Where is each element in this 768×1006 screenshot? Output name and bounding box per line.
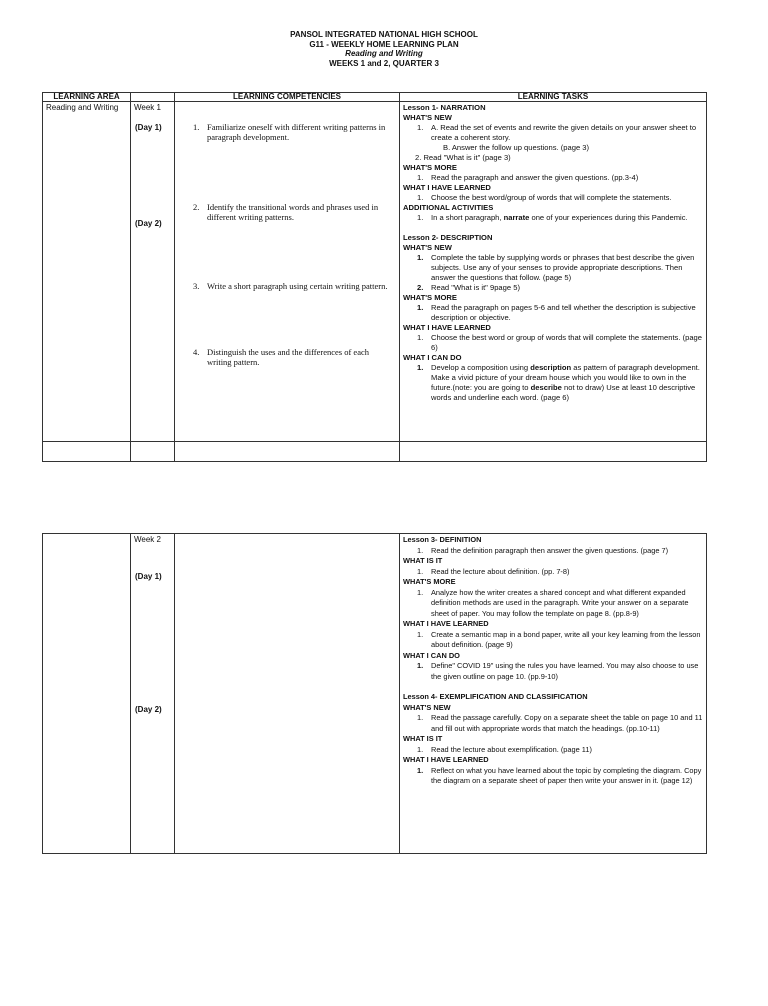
section-heading: WHAT IS IT xyxy=(403,734,443,743)
section-heading: WHAT I HAVE LEARNED xyxy=(403,755,489,764)
week-label: Week 1 xyxy=(134,103,161,112)
section-heading: WHAT'S MORE xyxy=(403,293,457,302)
section-heading: WHAT IS IT xyxy=(403,556,443,565)
section-heading: WHAT'S NEW xyxy=(403,113,452,122)
section-heading: WHAT I HAVE LEARNED xyxy=(403,323,491,332)
section-heading: WHAT'S NEW xyxy=(403,243,452,252)
lesson3-title: Lesson 3- DEFINITION xyxy=(403,535,482,544)
competency-item: 4. Distinguish the uses and the differences of each writing pattern. xyxy=(193,347,370,367)
section-heading: WHAT'S MORE xyxy=(403,163,457,172)
task-subitem: B. Answer the follow up questions. (page 3) xyxy=(443,143,590,152)
task-item: 1. Read the paragraph and answer the given questions. (pp.3-4) xyxy=(417,173,639,182)
day2-label: (Day 2) xyxy=(135,705,162,714)
school-name: PANSOL INTEGRATED NATIONAL HIGH SCHOOL xyxy=(290,30,478,39)
day1-label: (Day 1) xyxy=(135,123,162,132)
week-cell xyxy=(131,102,175,442)
task-item: 1. A. Read the set of events and rewrite the given details on your answer sheet to create a coherent story. xyxy=(417,123,697,142)
section-heading: WHAT I CAN DO xyxy=(403,650,460,660)
document-header xyxy=(0,30,768,68)
table-header-row xyxy=(43,93,707,102)
task-item: 1. Choose the best word or group of words that will complete the statements. (page 6) xyxy=(417,333,702,352)
weeks-title: WEEKS 1 and 2, QUARTER 3 xyxy=(329,58,439,68)
day2-label: (Day 2) xyxy=(135,219,162,228)
task-item: 1. Complete the table by supplying words or phrases that best describe the given subjects. Use any of your senses to provide appropriate descriptions. Then answer the questions that follow. (page 5) xyxy=(417,253,695,282)
table-row-empty xyxy=(43,442,707,462)
competency-item: 2. Identify the transitional words and phrases used in different writing patterns. xyxy=(193,202,379,222)
competency-item: 3. Write a short paragraph using certain writing pattern. xyxy=(193,281,388,291)
tasks-cell xyxy=(400,102,707,442)
task-item: 2. Read "What is it" 9page 5) xyxy=(417,283,520,292)
task-item: 1. Define" COVID 19" using the rules you have learned. You may also choose to use the given outline on page 10. (pp.9-10) xyxy=(417,661,699,681)
header-learning-competencies: LEARNING COMPETENCIES xyxy=(175,93,400,102)
learning-area-cell xyxy=(43,534,131,854)
section-heading: WHAT I HAVE LEARNED xyxy=(403,183,491,192)
section-heading: WHAT I HAVE LEARNED xyxy=(403,619,489,628)
day1-label: (Day 1) xyxy=(135,572,162,581)
week-cell xyxy=(131,534,175,854)
competencies-cell xyxy=(175,102,400,442)
table-row xyxy=(43,102,707,442)
lesson4-title: Lesson 4- EXEMPLIFICATION AND CLASSIFICATION xyxy=(403,692,588,701)
subject-title: Reading and Writing xyxy=(345,49,423,58)
task-item: 1. Reflect on what you have learned about the topic by completing the diagram. Copy the diagram on a separate sheet of paper then write your answer in it. (page 12) xyxy=(417,765,702,785)
week-label: Week 2 xyxy=(134,535,161,544)
task-item: 1. Read the passage carefully. Copy on a separate sheet the table on page 10 and 11 and fill out with appropriate words that match the headings. (pp.10-11) xyxy=(417,713,703,733)
table-row xyxy=(43,534,707,854)
task-item: 1. Read the paragraph on pages 5-6 and tell whether the description is subjective description or objective. xyxy=(417,303,696,322)
task-item: 2. Read "What is it" (page 3) xyxy=(415,153,511,162)
competency-item: 1. Familiarize oneself with different writing patterns in paragraph development. xyxy=(193,122,386,142)
lesson1-title: Lesson 1- NARRATION xyxy=(403,103,486,112)
task-item: 1. In a short paragraph, narrate one of your experiences during this Pandemic. xyxy=(417,213,688,222)
task-item: 1. Analyze how the writer creates a shared concept and what different expanded definition methods are used in the paragraph. Write your answer on a separate sheet of paper. You may follow the template on page 8. (pp.8-9) xyxy=(417,587,689,618)
tasks-cell xyxy=(400,534,707,854)
section-heading: WHAT I CAN DO xyxy=(403,353,462,362)
lesson2-title: Lesson 2- DESCRIPTION xyxy=(403,233,493,242)
section-heading: WHAT'S MORE xyxy=(403,577,456,586)
section-heading: ADDITIONAL ACTIVITIES xyxy=(403,203,494,212)
task-item: 1. Develop a composition using description as pattern of paragraph development. Make a vivid picture of your dream house which you would like to own in the future.(note: you are going to describe not to draw) Use at least 10 descriptive words and underline each word. (page 6) xyxy=(417,363,700,402)
task-item: 1. Choose the best word/group of words that will complete the statements. xyxy=(417,193,672,202)
competencies-cell xyxy=(175,534,400,854)
header-learning-area: LEARNING AREA xyxy=(43,93,131,102)
learning-plan-table-week1 xyxy=(42,92,707,462)
header-week xyxy=(131,93,175,102)
section-heading: WHAT'S NEW xyxy=(403,702,451,712)
task-item: 1. Read the lecture about definition. (pp. 7-8) xyxy=(417,566,570,576)
learning-plan-table-week2 xyxy=(42,533,707,854)
header-learning-tasks: LEARNING TASKS xyxy=(400,93,707,102)
task-item: 1. Create a semantic map in a bond paper, write all your key learning from the lesson about definition. (page 9) xyxy=(417,629,701,649)
task-item: 1. Read the definition paragraph then answer the given questions. (page 7) xyxy=(417,545,669,555)
task-item: 1. Read the lecture about exemplification. (page 11) xyxy=(417,744,592,754)
learning-area-cell: Reading and Writing xyxy=(43,102,131,442)
plan-title: G11 - WEEKLY HOME LEARNING PLAN xyxy=(309,39,459,49)
